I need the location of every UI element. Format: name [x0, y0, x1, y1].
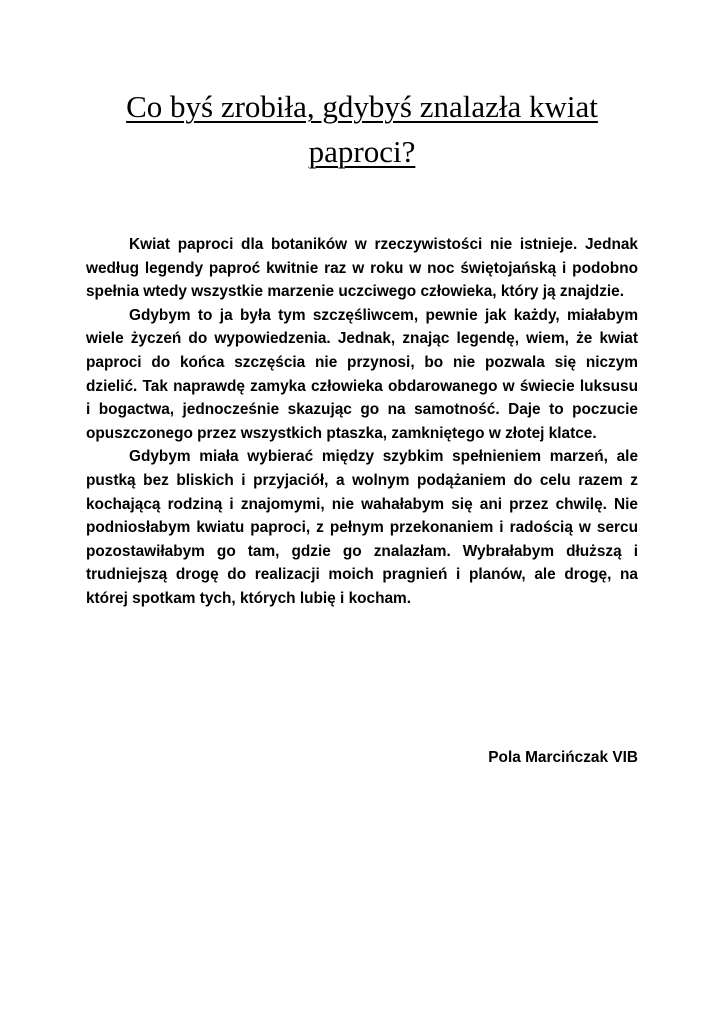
author-signature: Pola Marcińczak VIB: [488, 749, 638, 766]
paragraph-1: Kwiat paproci dla botaników w rzeczywistości nie istnieje. Jednak według legendy paproć kwitnie raz w roku w noc świętojańską i podobno spełnia wtedy wszystkie marzenie uczciwego człowieka, który ją znajdzie.: [86, 236, 638, 301]
paragraph-3: Gdybym miała wybierać między szybkim spełnieniem marzeń, ale pustką bez bliskich i przyjaciół, a wolnym podążaniem do celu razem z kochającą rodziną i znajomymi, nie wahałabym się ani przez chwilę. Nie podniosłabym kwiatu paproci, z pełnym przekonaniem i radością w sercu pozostawiłabym go tam, gdzie go znalazłam. Wybrałabym dłuższą i trudniejszą drogę do realizacji moich pragnień i planów, ale drogę, na której spotkam tych, których lubię i kocham.: [86, 448, 638, 607]
document-title: Co byś zrobiła, gdybyś znalazła kwiat paproci?: [126, 89, 598, 169]
document-body: [86, 233, 638, 611]
paragraph-2: Gdybym to ja była tym szczęśliwcem, pewnie jak każdy, miałabym wiele życzeń do wypowiedzenia. Jednak, znając legendę, wiem, że kwiat paproci do końca szczęścia nie przynosi, bo nie pozwala się niczym dzielić. Tak naprawdę zamyka człowieka obdarowanego w świecie luksusu i bogactwa, jednocześnie skazując go na samotność. Daje to poczucie opuszczonego przez wszystkich ptaszka, zamkniętego w złotej klatce.: [86, 306, 638, 442]
